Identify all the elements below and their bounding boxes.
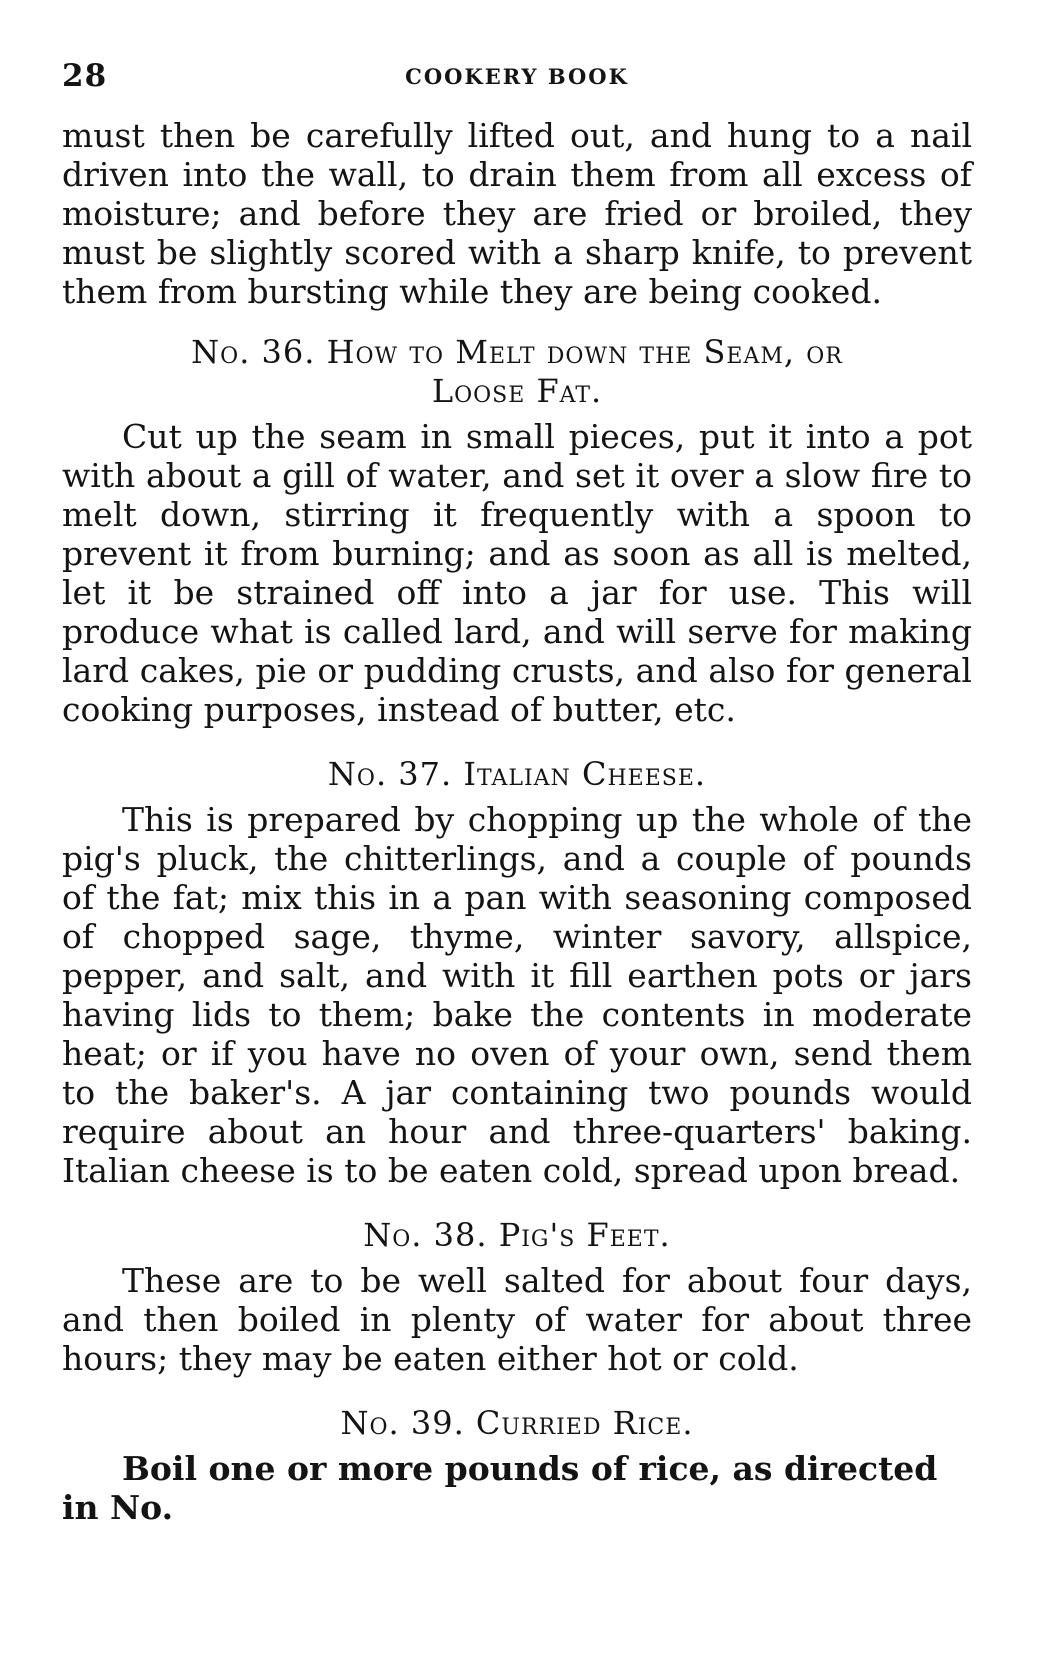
recipe-39 xyxy=(62,1404,972,1527)
recipe-37 xyxy=(62,755,972,1190)
recipe-heading: No. 38. Pig's Feet. xyxy=(363,1216,671,1254)
continued-paragraph: must then be carefully lifted out, and hung to a nail driven into the wall, to drain them from all excess of moisture; and before they are fried or broiled, they must be slightly scored with a sharp knife, to prevent them from bursting while they are being cooked. xyxy=(62,116,972,311)
page-number: 28 xyxy=(62,58,108,94)
book-page xyxy=(62,58,972,1527)
recipe-body: Cut up the seam in small pieces, put it into a pot with about a gill of water, and set it over a slow fire to melt down, stirring it frequently with a spoon to prevent it from burning; and as soon as all is melted, let it be strained off into a jar for use. This will produce what is called lard, and will serve for making lard cakes, pie or pudding crusts, and also for general cooking purposes, instead of butter, etc. xyxy=(62,417,972,729)
recipe-body: Boil one or more pounds of rice, as directed in No. xyxy=(62,1449,938,1527)
recipe-heading: No. 37. Italian Cheese. xyxy=(327,755,707,793)
recipe-38 xyxy=(62,1216,972,1378)
recipe-heading: No. 39. Curried Rice. xyxy=(340,1404,694,1442)
recipe-heading-line: Loose Fat. xyxy=(431,372,603,410)
recipe-heading-line: No. 36. How to Melt down the Seam, or xyxy=(191,333,843,371)
recipe-body: This is prepared by chopping up the whole of the pig's pluck, the chitterlings, and a couple of pounds of the fat; mix this in a pan with seasoning composed of chopped sage, thyme, winter savory, allspice, pepper, and salt, and with it fill earthen pots or jars having lids to them; bake the contents in moderate heat; or if you have no oven of your own, send them to the baker's. A jar containing two pounds would require about an hour and three-quarters' baking. Italian cheese is to be eaten cold, spread upon bread. xyxy=(62,800,972,1190)
running-head xyxy=(62,58,972,98)
running-title: COOKERY BOOK xyxy=(405,64,629,89)
recipe-body: These are to be well salted for about four days, and then boiled in plenty of water for about three hours; they may be eaten either hot or cold. xyxy=(62,1261,972,1378)
recipe-36 xyxy=(62,333,972,729)
